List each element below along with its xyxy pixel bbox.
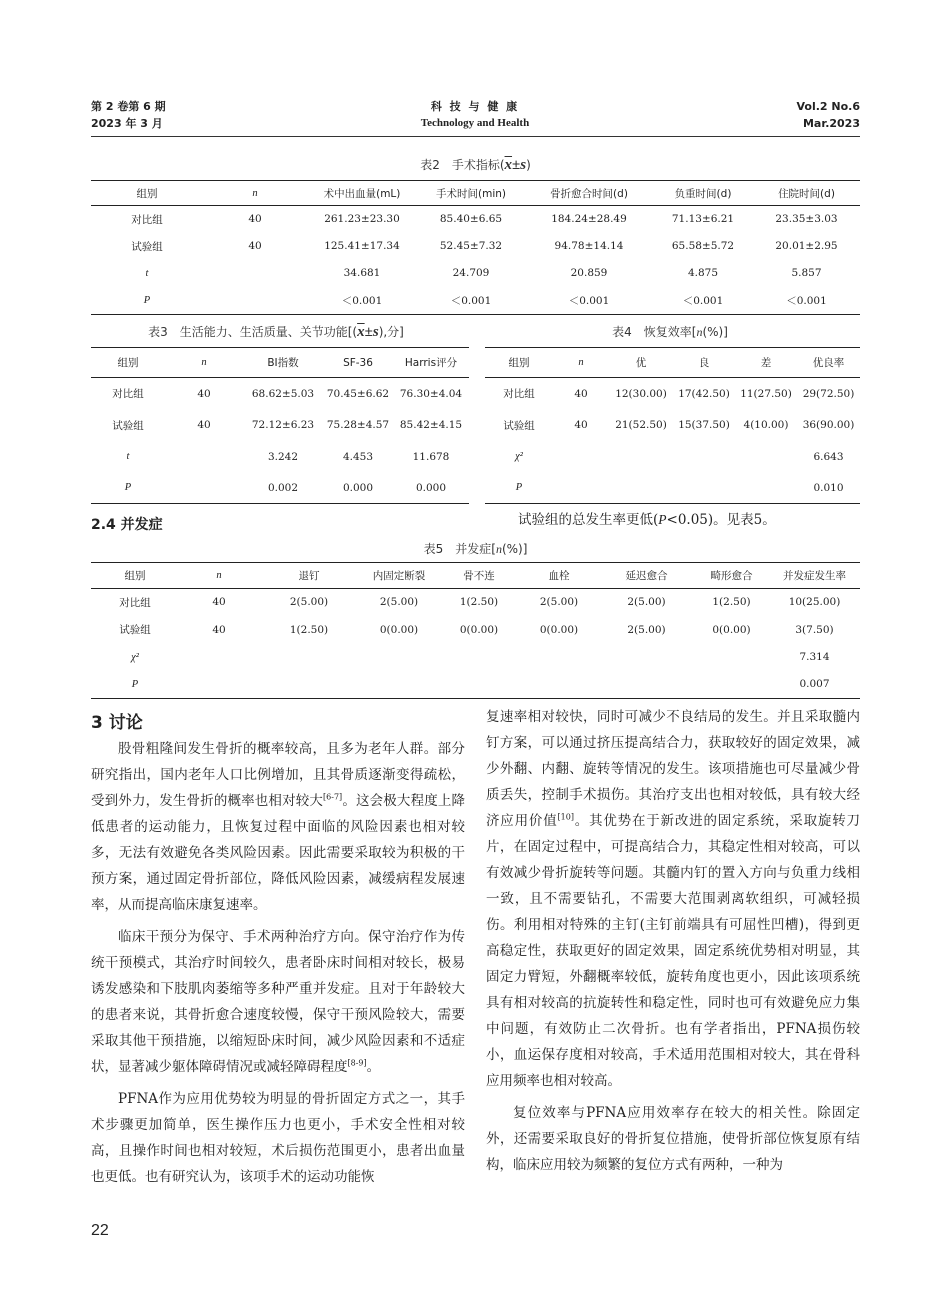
- table3-life-ability: [91, 347, 469, 504]
- date-zh: 2023 年 3 月: [91, 117, 163, 130]
- table3-caption: 表3 生活能力、生活质量、关节功能[$(\overline{x}\pm s)$,分]: [148, 324, 404, 340]
- table-row: 试验组 40 125.41±17.34 52.45±7.32 94.78±14.14 65.58±5.72 20.01±2.95: [131, 240, 838, 253]
- discussion-left-column: [91, 736, 465, 1190]
- journal-title-en: Technology and Health: [420, 117, 530, 129]
- col-group: 组别: [117, 357, 139, 369]
- discussion-paragraph: 临床干预分为保守、手术两种治疗方向。保守治疗作为传统干预模式，其治疗时间较久，患者卧床时间相对较长，极易诱发感染和下肢肌肉萎缩等多种严重并发症。且对于年龄较大的患者来说，其骨折愈合速度较慢，保守干预风险较大，需要采取其他干预措施，以缩短卧床时间，减少风险因素和不适症状，显著减少躯体障碍情况或减轻障碍程度[8-9]。: [91, 929, 465, 1075]
- discussion-right-column: [486, 704, 860, 1178]
- table-row: t 34.681 24.709 20.859 4.875 5.857: [145, 267, 822, 279]
- col-delayed-union: 延迟愈合: [625, 570, 668, 582]
- col-excellent-good-rate: 优良率: [812, 357, 845, 369]
- col-nail-withdrawal: 退钉: [298, 570, 320, 582]
- table-row: t 3.242 4.453 11.678: [126, 450, 450, 463]
- table-row: 试验组 40 1(2.50) 0(0.00) 0(0.00) 0(0.00) 2(5.00) 0(0.00) 3(7.50): [119, 623, 834, 636]
- col-weight-bearing-time: 负重时间(d): [674, 187, 732, 200]
- col-good: 良: [698, 357, 710, 369]
- section-3-title: 3 讨论: [91, 713, 143, 733]
- col-malunion: 畸形愈合: [710, 570, 753, 582]
- table-row: 试验组 40 72.12±6.23 75.28±4.57 85.42±4.15: [112, 419, 463, 432]
- page-number: 22: [91, 1222, 109, 1239]
- journal-title-zh: 科 技 与 健 康: [430, 100, 520, 113]
- table-row: χ² 6.643: [515, 450, 844, 463]
- discussion-paragraph: PFNA作为应用优势较为明显的骨折固定方式之一，其手术步骤更加简单，医生操作压力也更小，手术安全性相对较高，且操作时间也相对较短，术后损伤范围更小，患者出血量也更低。也有研究认为，该项手术的运动功能恢: [91, 1091, 465, 1185]
- table-row: 对比组 40 261.23±23.30 85.40±6.65 184.24±28.49 71.13±6.21 23.35±3.03: [131, 213, 838, 226]
- volume-issue-en: Vol.2 No.6: [796, 100, 860, 113]
- table4-recovery-efficiency: [485, 347, 860, 504]
- volume-issue-zh: 第 2 卷第 6 期: [91, 100, 166, 113]
- col-n: n: [252, 187, 258, 199]
- discussion-paragraph: 复速率相对较快，同时可减少不良结局的发生。并且采取髓内钉方案，可以通过挤压提高结合力，获取较好的固定效果，减少外翻、内翻、旋转等情况的发生。该项措施也可尽量减少骨质丢失，控制手术损伤。其治疗支出也相对较低，具有较大经济应用价值[10]。其优势在于新改进的固定系统，采取旋转刀片，在固定过程中，可提高结合力，其稳定性相对较高，可以有效减少骨折旋转等问题。其髓内钉的置入方向与负重力线相一致，且不需要钻孔，不需要大范围剥离软组织，可减轻损伤。利用相对特殊的主钉(主钉前端具有可屈性凹槽)，得到更高稳定性，获取更好的固定效果，固定系统优势相对明显，其固定力臂短，外翻概率较低，旋转角度也更小，因此该项系统具有相对较高的抗旋转性和稳定性，同时也可有效避免应力集中问题，有效防止二次骨折。也有学者指出，PFNA损伤较小，血运保存度相对较高，手术适用范围相对较大，其在骨科应用频率也相对较高。: [486, 709, 860, 1089]
- col-n: n: [578, 357, 584, 368]
- col-hospital-stay: 住院时间(d): [778, 187, 835, 200]
- table-row: 试验组 40 21(52.50) 15(37.50) 4(10.00) 36(90.00): [503, 419, 855, 432]
- table5-complications: [91, 562, 860, 699]
- table5-caption: 表5 并发症[n(%)]: [423, 542, 528, 556]
- discussion-paragraph: 复位效率与PFNA应用效率存在较大的相关性。除固定外，还需要采取良好的骨折复位措施，使骨折部位恢复原有结构，临床应用较为频繁的复位方式有两种，一种为: [486, 1105, 860, 1173]
- header-rule: [91, 136, 860, 137]
- col-group: 组别: [136, 187, 158, 200]
- col-n: n: [201, 357, 207, 368]
- col-blood-loss: 术中出血量(mL): [323, 187, 401, 200]
- col-operation-time: 手术时间(min): [436, 187, 506, 200]
- col-harris: Harris评分: [404, 357, 458, 369]
- section-2-4-text: 试验组的总发生率更低(P<0.05)。见表5。: [518, 512, 776, 528]
- col-poor: 差: [760, 357, 772, 369]
- journal-volume-header-en: [797, 98, 861, 132]
- discussion-paragraph: 股骨粗隆间发生骨折的概率较高，且多为老年人群。部分研究指出，国内老年人口比例增加，且其骨质逐渐变得疏松，受到外力，发生骨折的概率也相对较大[6-7]。这会极大程度上降低患者的运动能力，且恢复过程中面临的风险因素也相对较多，无法有效避免各类风险因素。因此需要采取较为积极的干预方案，通过固定骨折部位，降低风险因素，减缓病程发展速率，从而提高临床康复速率。: [91, 741, 466, 913]
- table-row: P 0.002 0.000 0.000: [91, 473, 469, 504]
- table4-caption: 表4 恢复效率[n(%)]: [612, 325, 728, 339]
- col-group: 组别: [508, 357, 530, 369]
- table-row: 对比组 40 12(30.00) 17(42.50) 11(27.50) 29(72.50): [503, 387, 855, 401]
- table-row: 对比组 40 2(5.00) 2(5.00) 1(2.50) 2(5.00) 2(5.00) 1(2.50) 10(25.00): [119, 596, 841, 609]
- col-nonunion: 骨不连: [463, 570, 495, 582]
- col-healing-time: 骨折愈合时间(d): [550, 187, 628, 200]
- table2-caption: 表2 手术指标$(\overline{x}\pm s)$: [420, 157, 531, 173]
- col-bi-index: BI指数: [267, 357, 299, 369]
- col-n: n: [216, 570, 222, 581]
- col-fixation-fracture: 内固定断裂: [372, 570, 426, 582]
- table-row: P 0.007: [91, 671, 860, 699]
- table-row: P ＜0.001 ＜0.001 ＜0.001 ＜0.001 ＜0.001: [91, 287, 860, 315]
- table2-surgical-indicators: [91, 180, 860, 315]
- table-row: 对比组 40 68.62±5.03 70.45±6.62 76.30±4.04: [112, 387, 463, 401]
- table-row: P 0.010: [485, 473, 860, 504]
- col-excellent: 优: [635, 357, 647, 369]
- section-2-4-title: 2.4 并发症: [91, 517, 163, 533]
- col-complication-rate: 并发症发生率: [783, 570, 846, 582]
- col-group: 组别: [124, 570, 146, 582]
- table-row: χ² 7.314: [131, 651, 830, 663]
- date-en: Mar.2023: [802, 117, 860, 130]
- col-sf36: SF-36: [343, 356, 373, 369]
- col-thrombus: 血栓: [548, 570, 570, 582]
